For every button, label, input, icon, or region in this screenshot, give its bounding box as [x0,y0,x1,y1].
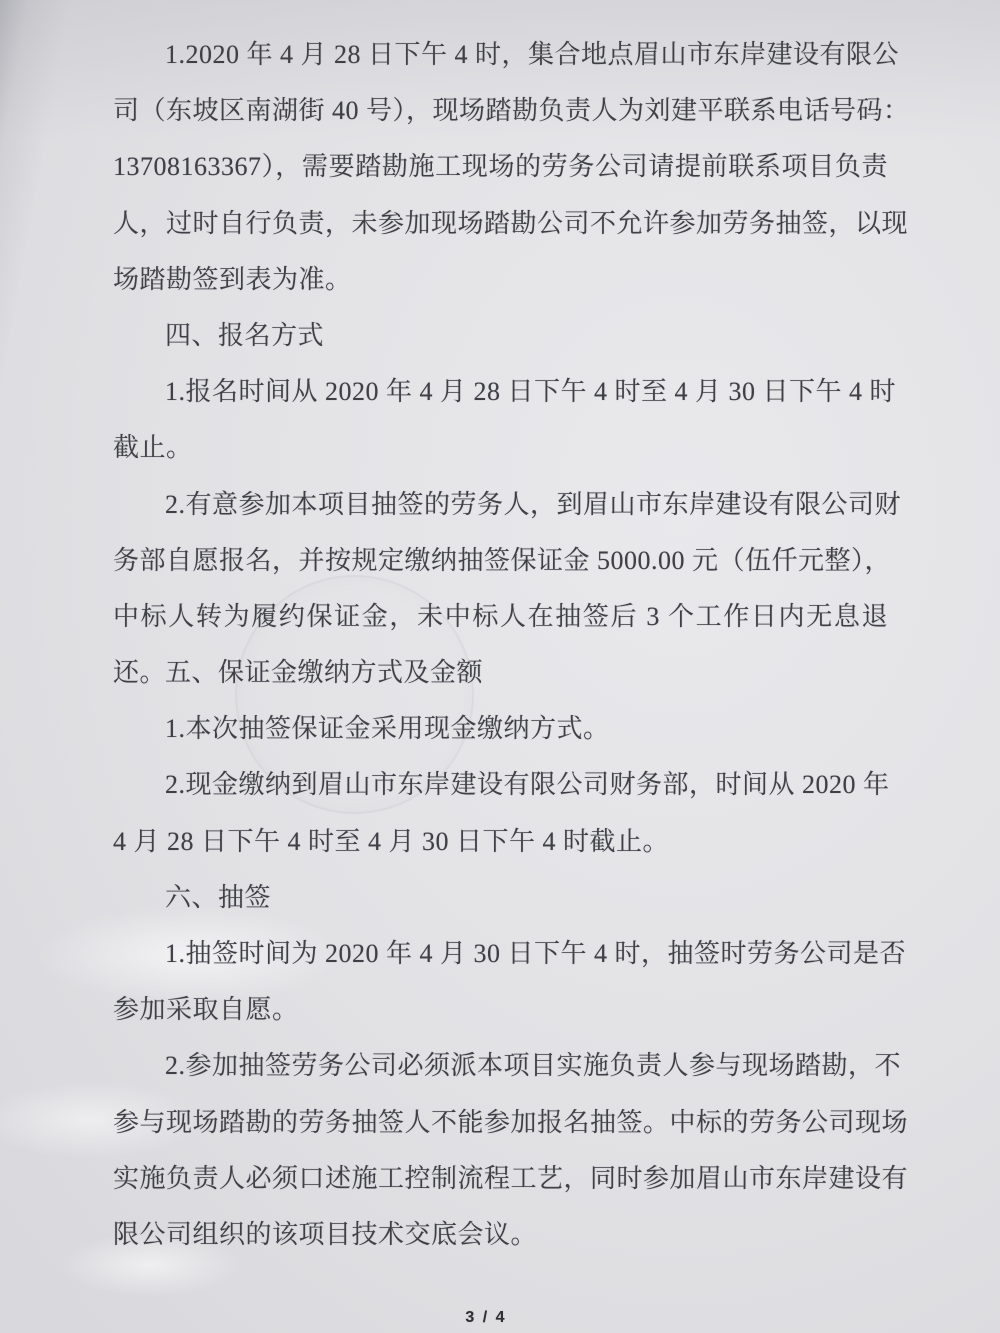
document-line: 实施负责人必须口述施工控制流程工艺，同时参加眉山市东岸建设有 [113,1163,909,1193]
document-line: 务部自愿报名，并按规定缴纳抽签保证金 5000.00 元（伍仟元整）， [113,545,892,575]
document-line: 2.现金缴纳到眉山市东岸建设有限公司财务部，时间从 2020 年 [165,770,890,800]
document-line: 13708163367），需要踏勘施工现场的劳务公司请提前联系项目负责 [113,152,888,182]
document-line: 中标人转为履约保证金，未中标人在抽签后 3 个工作日内无息退还。 [113,601,888,688]
document-line: 1.本次抽签保证金采用现金缴纳方式。 [165,714,610,744]
document-line: 司（东坡区南湖街 40 号），现场踏勘负责人为刘建平联系电话号码： [113,96,910,126]
document-body [113,27,910,1263]
section-heading: 六、抽签 [165,882,272,912]
document-line: 参加采取自愿。 [113,995,299,1025]
document-line: 1.2020 年 4 月 28 日下午 4 时，集合地点眉山市东岸建设有限公 [165,40,900,69]
page-number: 3 / 4 [465,1309,507,1326]
section-heading: 五、保证金缴纳方式及金额 [165,658,484,688]
document-line: 4 月 28 日下午 4 时至 4 月 30 日下午 4 时截止。 [113,826,670,856]
document-line: 限公司组织的该项目技术交底会议。 [113,1219,538,1249]
section-heading: 四、报名方式 [165,320,325,350]
document-line: 场踏勘签到表为准。 [113,264,352,294]
document-line: 参与现场踏勘的劳务抽签人不能参加报名抽签。中标的劳务公司现场 [113,1107,909,1137]
document-line: 截止。 [113,433,193,463]
document-line: 2.有意参加本项目抽签的劳务人，到眉山市东岸建设有限公司财 [165,489,902,519]
document-line: 人，过时自行负责，未参加现场踏勘公司不允许参加劳务抽签，以现 [113,208,909,238]
document-line: 2.参加抽签劳务公司必须派本项目实施负责人参与现场踏勘，不 [165,1051,902,1081]
document-line: 1.报名时间从 2020 年 4 月 28 日下午 4 时至 4 月 30 日下午 4 时 [165,377,897,407]
document-line: 1.抽签时间为 2020 年 4 月 30 日下午 4 时，抽签时劳务公司是否 [165,939,907,968]
